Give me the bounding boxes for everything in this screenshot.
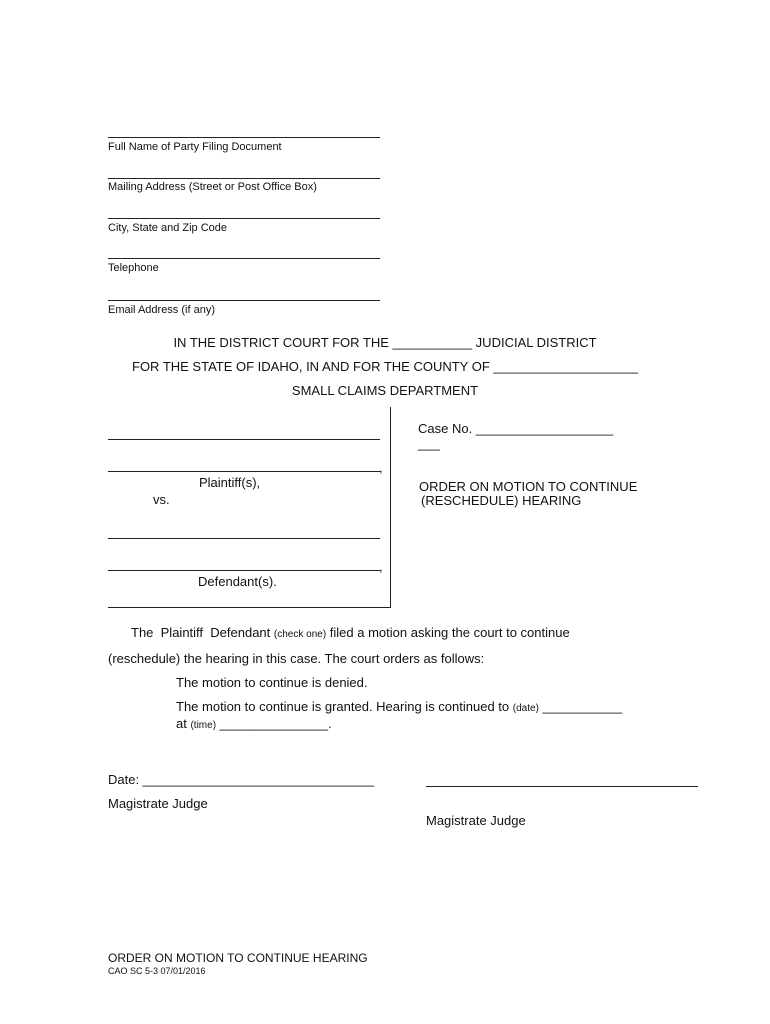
plaintiff-comma: ,	[379, 460, 383, 475]
mailing-address-line[interactable]	[108, 178, 380, 179]
plaintiffs-label: Plaintiff(s),	[199, 475, 261, 490]
court-header-line1: IN THE DISTRICT COURT FOR THE ___________ JUDICIAL DISTRICT	[173, 335, 597, 350]
option-granted-text: The motion to continue is granted. Hearing is continued to	[176, 699, 510, 714]
telephone-line[interactable]	[108, 258, 380, 259]
court-header-line2: FOR THE STATE OF IDAHO, IN AND FOR THE COUNTY OF ____________________	[132, 359, 638, 374]
email-line[interactable]	[108, 300, 380, 301]
defendant-checkbox-label[interactable]: Defendant	[210, 625, 271, 640]
full-name-line[interactable]	[108, 137, 380, 138]
hearing-time-field[interactable]: _______________.	[219, 716, 332, 731]
case-number-field[interactable]: Case No. ___________________	[418, 421, 614, 436]
vs-label: vs.	[153, 492, 170, 507]
hearing-date-field[interactable]: ___________	[542, 699, 623, 714]
date-note: (date)	[512, 703, 539, 714]
body-paragraph-1	[131, 625, 570, 640]
caption-bottom-line	[108, 607, 390, 608]
telephone-label: Telephone	[108, 262, 159, 274]
magistrate-judge-right: Magistrate Judge	[426, 813, 526, 828]
time-note: (time)	[190, 720, 217, 731]
city-state-zip-line[interactable]	[108, 218, 380, 219]
case-number-continued: ___	[418, 436, 440, 451]
option-granted[interactable]	[176, 699, 622, 714]
check-one-note: (check one)	[273, 629, 327, 640]
judge-signature-line[interactable]	[426, 786, 698, 787]
caption-divider	[390, 407, 391, 608]
the-word: The	[131, 625, 154, 640]
plaintiff-checkbox-label[interactable]: Plaintiff	[160, 625, 204, 640]
plaintiff-line-2[interactable]	[108, 471, 380, 472]
footer-code: CAO SC 5-3 07/01/2016	[108, 966, 206, 976]
date-field[interactable]: Date: ________________________________	[108, 772, 375, 787]
body-paragraph-2: (reschedule) the hearing in this case. The court orders as follows:	[108, 651, 485, 666]
order-title-line1: ORDER ON MOTION TO CONTINUE	[419, 479, 638, 494]
at-word: at	[176, 716, 187, 731]
defendant-line-1[interactable]	[108, 538, 380, 539]
city-state-zip-label: City, State and Zip Code	[108, 222, 228, 234]
mailing-address-label: Mailing Address (Street or Post Office Box)	[108, 181, 317, 193]
full-name-label: Full Name of Party Filing Document	[108, 141, 282, 153]
defendants-label: Defendant(s).	[198, 574, 277, 589]
court-header-line3: SMALL CLAIMS DEPARTMENT	[291, 383, 479, 398]
defendant-line-2[interactable]	[108, 570, 380, 571]
footer-title: ORDER ON MOTION TO CONTINUE HEARING	[108, 951, 368, 965]
body-paragraph-1-rest: filed a motion asking the court to continue	[329, 625, 570, 640]
plaintiff-line-1[interactable]	[108, 439, 380, 440]
option-granted-time	[176, 716, 332, 731]
order-title-line2: (RESCHEDULE) HEARING	[421, 493, 582, 508]
email-label: Email Address (if any)	[108, 304, 215, 316]
defendant-comma: ,	[379, 559, 383, 574]
magistrate-judge-left: Magistrate Judge	[108, 796, 208, 811]
option-denied[interactable]: The motion to continue is denied.	[176, 675, 368, 690]
